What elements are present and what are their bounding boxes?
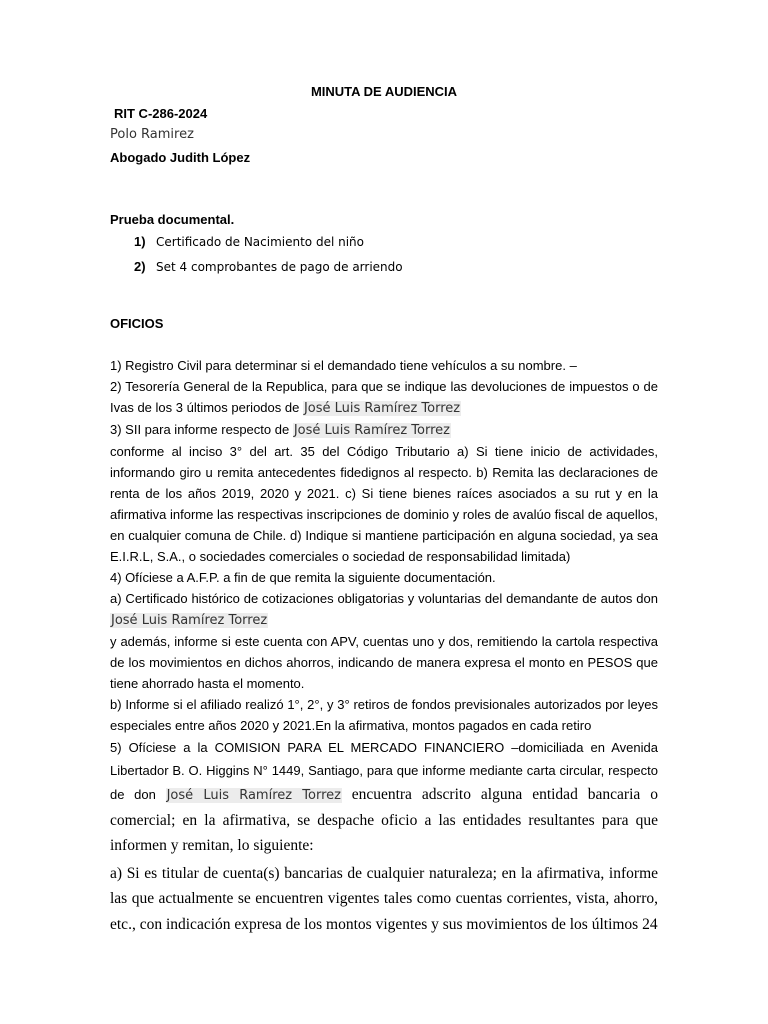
list-text: Set 4 comprobantes de pago de arriendo — [156, 259, 403, 274]
oficio-5-cont: encuentra adscrito alguna entidad bancaria o comercial; en la afirmativa, se despache oficio a las entidades resultantes para que informen y remitan, lo siguiente: — [110, 786, 658, 854]
oficio-4-a-cont: y además, informe si este cuenta con APV, cuentas uno y dos, remitiendo la cartola respectiva de los movimientos en dichos ahorros, indicando de manera expresa el monto en PESOS que tiene ahorrado hasta el momento. — [110, 634, 658, 691]
oficio-4-a-text: a) Certificado histórico de cotizaciones obligatorias y voluntarias del demandante de autos don — [110, 591, 658, 606]
oficio-2-text: 2) Tesorería General de la Republica, para que se indique las devoluciones de impuestos o de Ivas de los 3 últimos periodos de — [110, 379, 658, 415]
highlighted-name: José Luis Ramírez Torrez — [111, 613, 268, 628]
party-name: Polo Ramirez — [110, 127, 194, 142]
oficio-4: 4) Ofíciese a A.F.P. a fin de que remita la siguiente documentación. — [110, 570, 496, 585]
list-item — [110, 229, 658, 254]
highlighted-name: José Luis Ramírez Torrez — [303, 401, 461, 416]
oficio-2 — [110, 376, 658, 419]
case-number: RIT C-286-2024 — [114, 106, 208, 121]
oficio-4-b: b) Informe si el afiliado realizó 1°, 2°, y 3° retiros de fondos previsionales autorizados por leyes especiales entre años 2020 y 2021.En la afirmativa, montos pagados en cada retiro — [110, 697, 658, 733]
prueba-list — [110, 229, 658, 279]
oficio-3-text: 3) SII para informe respecto de — [110, 422, 290, 437]
oficio-5-text: 5) Ofíciese a la COMISION PARA EL MERCADO FINANCIERO –domiciliada en Avenida Libertador B. O. Higgins N° 1449, Santiago, para que informe mediante carta circular, respecto de don — [110, 740, 658, 802]
list-number: 1) — [134, 234, 146, 249]
oficio-5 — [110, 736, 658, 859]
oficio-3-body: conforme al inciso 3° del art. 35 del Código Tributario a) Si tiene inicio de actividades, informando giro u remita antecedentes fidedignos al respecto. b) Remita las declaraciones de renta de los años 2019, 2020 y 2021. c) Si tiene bienes raíces asociados a su rut y en la afirmativa informe las respectivas inscripciones de dominio y roles de avalúo fiscal de aquellos, en cualquier comuna de Chile. d) Indique si mantiene participación en alguna sociedad, ya sea E.I.R.L, S.A., o sociedades comerciales o sociedad de responsabilidad limitada) — [110, 444, 658, 564]
oficio-4-a — [110, 588, 658, 631]
document-title: MINUTA DE AUDIENCIA — [310, 84, 458, 99]
oficios-body — [110, 355, 658, 937]
list-text: Certificado de Nacimiento del niño — [156, 234, 365, 249]
oficio-1: 1) Registro Civil para determinar si el demandado tiene vehículos a su nombre. – — [110, 358, 577, 373]
highlighted-name: José Luis Ramírez Torrez — [293, 423, 450, 438]
highlighted-name: José Luis Ramírez Torrez — [166, 788, 341, 803]
oficio-3-intro — [110, 419, 658, 441]
oficio-5-a: a) Si es titular de cuenta(s) bancarias de cualquier naturaleza; en la afirmativa, informe las que actualmente se encuentren vigentes tales como cuentas corrientes, vista, ahorro, etc., con indicación expresa de los montos vigentes y sus movimientos de los últimos 24 — [110, 864, 658, 933]
list-number: 2) — [134, 259, 146, 274]
prueba-heading: Prueba documental. — [110, 212, 235, 227]
oficios-heading: OFICIOS — [110, 316, 164, 331]
lawyer-name: Abogado Judith López — [110, 150, 251, 165]
list-item — [110, 254, 658, 279]
